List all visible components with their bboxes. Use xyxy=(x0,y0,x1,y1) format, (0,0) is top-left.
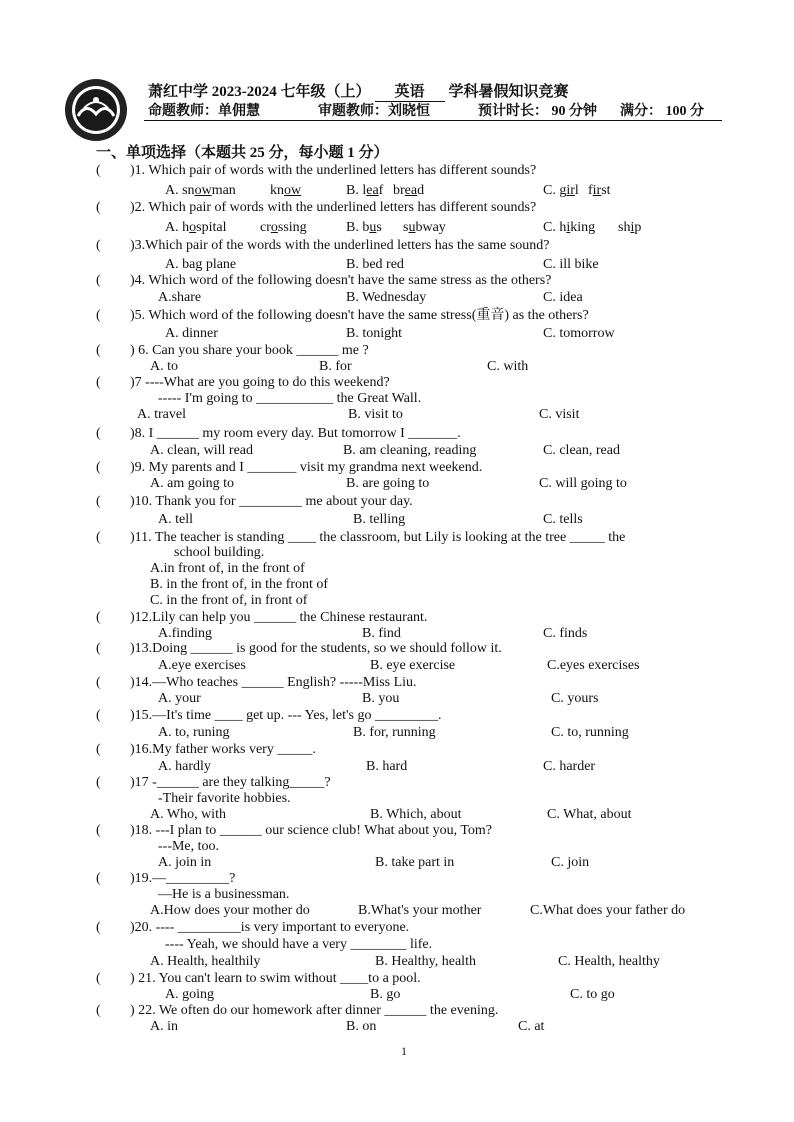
answer-option: B. you xyxy=(362,691,400,706)
answer-option: B. on xyxy=(346,1019,377,1034)
answer-option: B. bus xyxy=(346,220,382,235)
answer-option: A. Who, with xyxy=(150,807,226,822)
question-subline: -Their favorite hobbies. xyxy=(158,791,291,806)
question-subline: ---Me, too. xyxy=(158,839,220,854)
answer-option: B. are going to xyxy=(346,476,430,491)
answer-option: A.finding xyxy=(158,626,213,641)
reviewer-label: 审题教师：刘晓恒 xyxy=(318,104,430,119)
question-stem: )9. My parents and I _______ visit my grandma next weekend. xyxy=(130,460,483,475)
answer-option: know xyxy=(270,183,302,198)
answer-paren: ( xyxy=(96,238,101,253)
answer-option: C. finds xyxy=(543,626,588,641)
answer-option: C. to go xyxy=(570,987,615,1002)
question-subline: school building. xyxy=(174,545,265,560)
answer-option: B. telling xyxy=(353,512,406,527)
question-stem: ) 22. We often do our homework after dinner ______ the evening. xyxy=(130,1003,499,1018)
question-stem: )19.—_________? xyxy=(130,871,236,886)
answer-option: C. at xyxy=(518,1019,545,1034)
answer-option: A. clean, will read xyxy=(150,443,254,458)
answer-option: C. visit xyxy=(539,407,580,422)
answer-option: B. am cleaning, reading xyxy=(343,443,477,458)
question-stem: )20. ---- _________is very important to everyone. xyxy=(130,920,410,935)
answer-option: A. hospital xyxy=(165,220,227,235)
answer-option: first xyxy=(588,183,611,198)
answer-option: B. find xyxy=(362,626,401,641)
answer-option: C. tomorrow xyxy=(543,326,615,341)
answer-option: B. Healthy, health xyxy=(375,954,476,969)
question-stem: )3.Which pair of the words with the underlined letters has the same sound? xyxy=(130,238,550,253)
header-divider xyxy=(144,120,722,121)
answer-option: A. in xyxy=(150,1019,178,1034)
answer-option: C. girl xyxy=(543,183,579,198)
answer-option: subway xyxy=(403,220,446,235)
answer-paren: ( xyxy=(96,375,101,390)
answer-option: A. travel xyxy=(137,407,186,422)
answer-option: A. bag plane xyxy=(165,257,237,272)
answer-paren: ( xyxy=(96,871,101,886)
answer-paren: ( xyxy=(96,708,101,723)
question-stem: )4. Which word of the following doesn't have the same stress as the others? xyxy=(130,273,552,288)
answer-option: A.in front of, in the front of xyxy=(150,561,305,576)
answer-option: A. tell xyxy=(158,512,193,527)
question-stem: )8. I ______ my room every day. But tomorrow I _______. xyxy=(130,426,461,441)
answer-option: A. Health, healthily xyxy=(150,954,261,969)
answer-option: A. your xyxy=(158,691,201,706)
answer-paren: ( xyxy=(96,641,101,656)
answer-option: A. to xyxy=(150,359,178,374)
answer-option: A. snowman xyxy=(165,183,236,198)
answer-paren: ( xyxy=(96,343,101,358)
author-label: 命题教师：单佣慧 xyxy=(148,104,260,119)
answer-paren: ( xyxy=(96,308,101,323)
answer-option: bread xyxy=(393,183,425,198)
answer-option: C. idea xyxy=(543,290,583,305)
answer-option: B. bed red xyxy=(346,257,404,272)
question-stem: )17 -______ are they talking_____? xyxy=(130,775,331,790)
answer-paren: ( xyxy=(96,823,101,838)
answer-paren: ( xyxy=(96,273,101,288)
question-stem: )11. The teacher is standing ____ the classroom, but Lily is looking at the tree _____ the xyxy=(130,530,626,545)
answer-option: C. clean, read xyxy=(543,443,620,458)
answer-option: B. go xyxy=(370,987,401,1002)
answer-option: B. hard xyxy=(366,759,408,774)
answer-option: C. tells xyxy=(543,512,583,527)
answer-paren: ( xyxy=(96,200,101,215)
page-number: 1 xyxy=(401,1044,407,1058)
answer-paren: ( xyxy=(96,775,101,790)
answer-option: B. for, running xyxy=(353,725,436,740)
question-stem: )12.Lily can help you ______ the Chinese restaurant. xyxy=(130,610,428,625)
question-subline: —He is a businessman. xyxy=(158,887,290,902)
question-subline: ---- Yeah, we should have a very ________ life. xyxy=(165,937,433,952)
duration-label: 预计时长： 90 分钟 xyxy=(478,104,597,119)
answer-option: C.eyes exercises xyxy=(547,658,640,673)
score-label: 满分： 100 分 xyxy=(620,104,704,119)
answer-paren: ( xyxy=(96,675,101,690)
answer-option: B.What's your mother xyxy=(358,903,482,918)
answer-option: C. ill bike xyxy=(543,257,599,272)
answer-option: C.What does your father do xyxy=(530,903,686,918)
question-stem: )10. Thank you for _________ me about your day. xyxy=(130,494,413,509)
answer-option: C. harder xyxy=(543,759,596,774)
answer-option: ship xyxy=(618,220,642,235)
answer-option: A.eye exercises xyxy=(158,658,246,673)
answer-option: B. eye exercise xyxy=(370,658,456,673)
answer-paren: ( xyxy=(96,742,101,757)
answer-option: A. going xyxy=(165,987,214,1002)
answer-option: C. yours xyxy=(551,691,599,706)
school-logo xyxy=(64,78,128,142)
answer-option: A. join in xyxy=(158,855,212,870)
answer-paren: ( xyxy=(96,426,101,441)
answer-paren: ( xyxy=(96,494,101,509)
answer-option: A. hardly xyxy=(158,759,211,774)
answer-paren: ( xyxy=(96,460,101,475)
answer-option: A. am going to xyxy=(150,476,234,491)
answer-option: C. Health, healthy xyxy=(558,954,660,969)
answer-paren: ( xyxy=(96,163,101,178)
answer-option: C. join xyxy=(551,855,590,870)
answer-option: B. tonight xyxy=(346,326,403,341)
answer-option: B. take part in xyxy=(375,855,455,870)
question-stem: )1. Which pair of words with the underlined letters has different sounds? xyxy=(130,163,537,178)
answer-paren: ( xyxy=(96,971,101,986)
question-stem: ) 21. You can't learn to swim without ____to a pool. xyxy=(130,971,421,986)
answer-option: B. for xyxy=(319,359,352,374)
question-stem: )13.Doing ______ is good for the students, so we should follow it. xyxy=(130,641,502,656)
exam-subject: 英语 xyxy=(375,80,445,102)
answer-option: C. What, about xyxy=(547,807,632,822)
answer-option: B. in the front of, in the front of xyxy=(150,577,329,592)
answer-paren: ( xyxy=(96,1003,101,1018)
answer-option: B. leaf xyxy=(346,183,384,198)
question-stem: )5. Which word of the following doesn't have the same stress(重音) as the others? xyxy=(130,308,589,323)
answer-option: C. hiking xyxy=(543,220,596,235)
answer-option: crossing xyxy=(260,220,307,235)
section-title: 一、单项选择（本题共 25 分，每小题 1 分） xyxy=(96,145,389,161)
question-subline: ----- I'm going to ___________ the Great Wall. xyxy=(158,391,422,406)
answer-paren: ( xyxy=(96,920,101,935)
answer-option: B. Which, about xyxy=(370,807,462,822)
question-stem: )18. ---I plan to ______ our science club! What about you, Tom? xyxy=(130,823,493,838)
exam-title: 萧红中学 2023-2024 七年级（上） 英语 学科暑假知识竞赛 xyxy=(148,80,569,102)
question-stem: )2. Which pair of words with the underlined letters has different sounds? xyxy=(130,200,537,215)
answer-option: A.How does your mother do xyxy=(150,903,310,918)
answer-option: B. visit to xyxy=(348,407,403,422)
question-stem: )7 ----What are you going to do this weekend? xyxy=(130,375,390,390)
question-stem: ) 6. Can you share your book ______ me ? xyxy=(130,343,369,358)
answer-option: C. in the front of, in front of xyxy=(150,593,308,608)
question-stem: )16.My father works very _____. xyxy=(130,742,316,757)
answer-option: A. to, runing xyxy=(158,725,230,740)
answer-paren: ( xyxy=(96,530,101,545)
answer-option: C. will going to xyxy=(539,476,627,491)
question-stem: )14.—Who teaches ______ English? -----Miss Liu. xyxy=(130,675,417,690)
answer-option: B. Wednesday xyxy=(346,290,427,305)
answer-option: C. with xyxy=(487,359,529,374)
answer-option: C. to, running xyxy=(551,725,629,740)
question-stem: )15.—It's time ____ get up. --- Yes, let's go _________. xyxy=(130,708,442,723)
answer-option: A.share xyxy=(158,290,202,305)
answer-option: A. dinner xyxy=(165,326,218,341)
answer-paren: ( xyxy=(96,610,101,625)
